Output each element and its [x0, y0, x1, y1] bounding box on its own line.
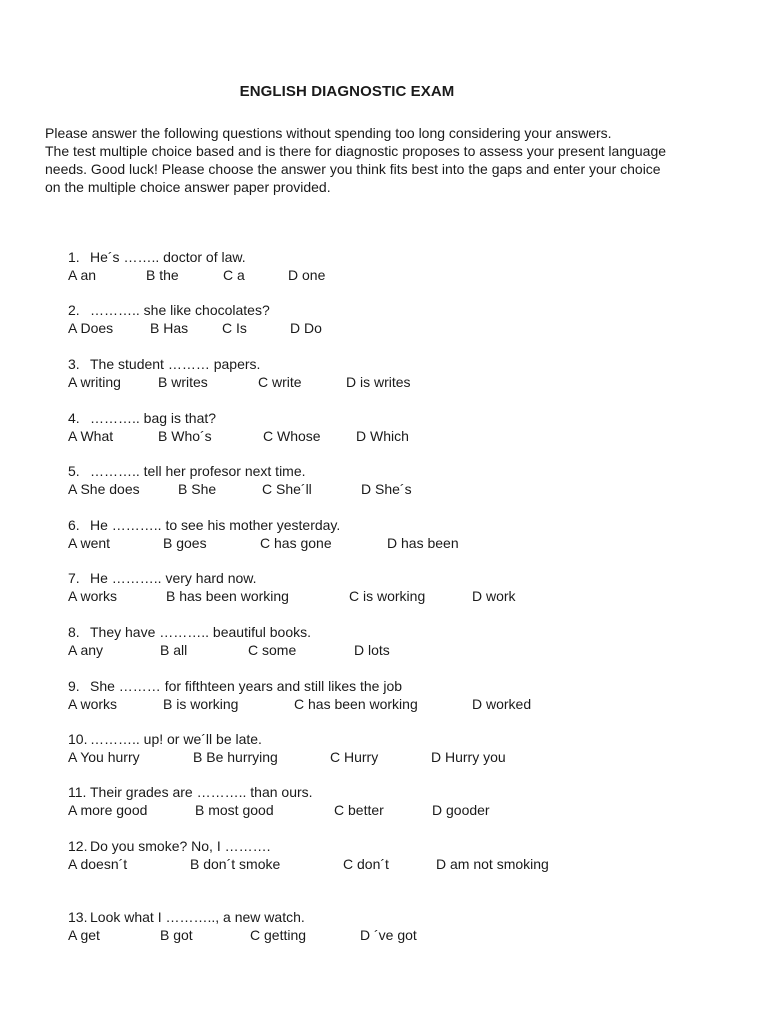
answer-option-d: D one — [288, 267, 326, 283]
answer-option-b: B the — [146, 267, 179, 283]
answer-option-a: A works — [68, 696, 118, 712]
answer-option-d: D worked — [472, 696, 532, 712]
answer-option-b: B is working — [163, 696, 239, 712]
answer-option-a: A an — [68, 267, 97, 283]
answer-option-a: A any — [68, 642, 104, 658]
answer-option-a: A What — [68, 428, 114, 444]
question-number: 3. — [68, 356, 80, 372]
answer-option-b: B don´t smoke — [190, 856, 281, 872]
question-text: ……….. tell her profesor next time. — [90, 463, 306, 479]
instructions — [45, 124, 735, 196]
answer-options — [68, 481, 748, 499]
question-stem — [68, 517, 748, 535]
answer-option-b: B writes — [158, 374, 208, 390]
answer-option-c: C Is — [222, 320, 247, 336]
answer-option-d: D has been — [387, 535, 459, 551]
question-stem — [68, 570, 748, 588]
question-stem — [68, 909, 748, 927]
question-stem — [68, 463, 748, 481]
question-number: 7. — [68, 570, 80, 586]
answer-option-c: C a — [223, 267, 245, 283]
answer-options — [68, 642, 748, 660]
answer-option-d: D work — [472, 588, 516, 604]
answer-options — [68, 696, 748, 714]
answer-option-c: C write — [258, 374, 302, 390]
answer-option-d: D am not smoking — [436, 856, 549, 872]
question-5 — [68, 463, 748, 499]
question-stem — [68, 678, 748, 696]
question-text: ……….. bag is that? — [90, 410, 217, 426]
question-7 — [68, 570, 748, 606]
answer-option-b: B Be hurrying — [193, 749, 278, 765]
answer-option-b: B most good — [195, 802, 274, 818]
question-9 — [68, 678, 748, 714]
question-stem — [68, 838, 748, 856]
question-number: 10. — [68, 731, 88, 747]
answer-option-d: D Hurry you — [431, 749, 506, 765]
answer-options — [68, 588, 748, 606]
answer-option-d: D gooder — [432, 802, 490, 818]
question-number: 1. — [68, 249, 80, 265]
answer-option-c: C is working — [349, 588, 426, 604]
answer-options — [68, 927, 748, 945]
question-text: ……….. she like chocolates? — [90, 302, 270, 318]
question-number: 11. — [68, 784, 87, 800]
answer-option-d: D Do — [290, 320, 322, 336]
answer-option-b: B She — [178, 481, 217, 497]
answer-option-d: D ´ve got — [360, 927, 417, 943]
answer-option-c: C Whose — [263, 428, 321, 444]
answer-option-a: A doesn´t — [68, 856, 128, 872]
question-stem — [68, 356, 748, 374]
question-3 — [68, 356, 748, 392]
question-10 — [68, 731, 748, 767]
question-text: She ……… for fifthteen years and still likes the job — [90, 678, 403, 694]
question-2 — [68, 302, 748, 338]
answer-option-c: C some — [248, 642, 297, 658]
answer-options — [68, 320, 748, 338]
answer-option-c: C Hurry — [330, 749, 379, 765]
answer-option-a: A Does — [68, 320, 114, 336]
answer-option-a: A You hurry — [68, 749, 140, 765]
question-stem — [68, 731, 748, 749]
answer-option-c: C don´t — [343, 856, 389, 872]
answer-options — [68, 535, 748, 553]
answer-option-c: C She´ll — [262, 481, 312, 497]
question-text: He ……….. very hard now. — [90, 570, 257, 586]
question-stem — [68, 249, 748, 267]
question-stem — [68, 624, 748, 642]
answer-option-c: C better — [334, 802, 384, 818]
answer-options — [68, 428, 748, 446]
question-text: They have ……….. beautiful books. — [90, 624, 311, 640]
question-text: Look what I ……….., a new watch. — [90, 909, 305, 925]
answer-options — [68, 856, 748, 874]
answer-option-d: D Which — [356, 428, 409, 444]
question-8 — [68, 624, 748, 660]
answer-option-c: C has gone — [260, 535, 332, 551]
answer-options — [68, 267, 748, 285]
exam-title: ENGLISH DIAGNOSTIC EXAM — [239, 83, 455, 100]
question-number: 13. — [68, 909, 88, 925]
question-number: 9. — [68, 678, 80, 694]
answer-option-c: C has been working — [294, 696, 418, 712]
answer-option-d: D lots — [354, 642, 390, 658]
question-stem — [68, 784, 748, 802]
question-text: ……….. up! or we´ll be late. — [90, 731, 262, 747]
answer-options — [68, 802, 748, 820]
question-stem — [68, 410, 748, 428]
instructions-line: Please answer the following questions without spending too long considering your answers. — [45, 125, 612, 141]
question-number: 5. — [68, 463, 80, 479]
instructions-line: needs. Good luck! Please choose the answer you think fits best into the gaps and enter your choice — [45, 161, 661, 177]
question-6 — [68, 517, 748, 553]
question-number: 8. — [68, 624, 80, 640]
answer-option-b: B all — [160, 642, 188, 658]
question-4 — [68, 410, 748, 446]
answer-option-d: D is writes — [346, 374, 411, 390]
answer-option-b: B Who´s — [158, 428, 212, 444]
answer-option-b: B Has — [150, 320, 189, 336]
question-number: 6. — [68, 517, 80, 533]
answer-option-b: B has been working — [166, 588, 289, 604]
instructions-line: on the multiple choice answer paper provided. — [45, 179, 331, 195]
question-1 — [68, 249, 748, 285]
answer-option-a: A get — [68, 927, 100, 943]
question-number: 12. — [68, 838, 88, 854]
question-stem — [68, 302, 748, 320]
question-text: Their grades are ……….. than ours. — [90, 784, 313, 800]
answer-option-d: D She´s — [361, 481, 412, 497]
answer-options — [68, 374, 748, 392]
question-text: The student ……… papers. — [90, 356, 261, 372]
answer-option-a: A works — [68, 588, 118, 604]
question-text: He´s …….. doctor of law. — [90, 249, 246, 265]
question-12 — [68, 838, 748, 874]
instructions-line: The test multiple choice based and is there for diagnostic proposes to assess your present language — [45, 143, 667, 159]
answer-option-a: A She does — [68, 481, 140, 497]
question-number: 4. — [68, 410, 80, 426]
question-11 — [68, 784, 748, 820]
answer-option-a: A went — [68, 535, 111, 551]
answer-options — [68, 749, 748, 767]
answer-option-c: C getting — [250, 927, 307, 943]
answer-option-b: B goes — [163, 535, 207, 551]
answer-option-b: B got — [160, 927, 193, 943]
question-text: Do you smoke? No, I ………. — [90, 838, 271, 854]
answer-option-a: A writing — [68, 374, 121, 390]
question-text: He ……….. to see his mother yesterday. — [90, 517, 341, 533]
question-number: 2. — [68, 302, 80, 318]
answer-option-a: A more good — [68, 802, 148, 818]
question-13 — [68, 909, 748, 945]
